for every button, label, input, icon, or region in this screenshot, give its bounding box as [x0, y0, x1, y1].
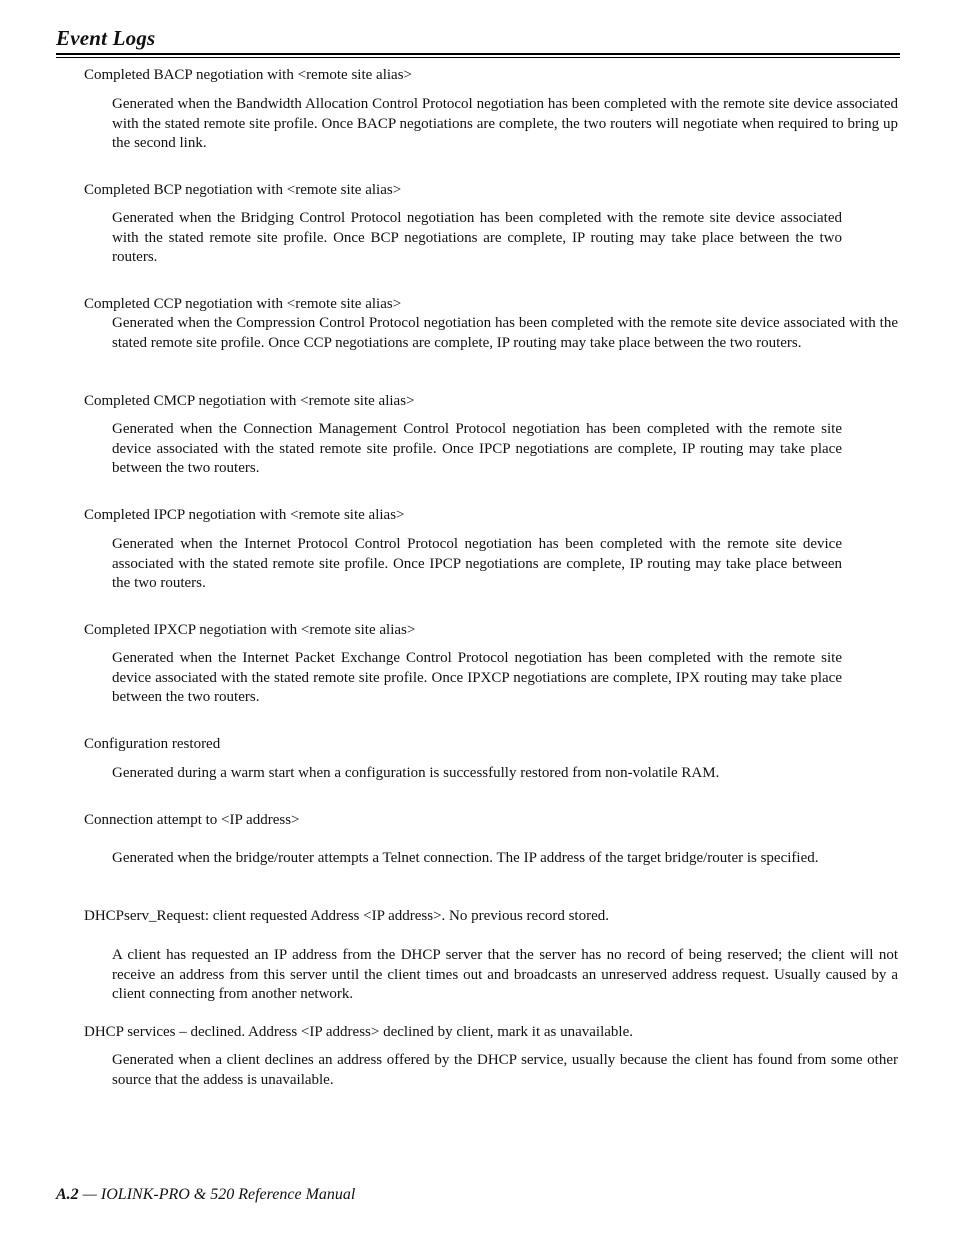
- page-title: Event Logs: [56, 26, 156, 50]
- event-description: A client has requested an IP address from the DHCP server that the server has no record of being reserved; the client will not receive an address from this server until the client times out and broadcasts an unreserved address request. Usually caused by a client connecting from another network.: [112, 947, 898, 1002]
- event-description: Generated when the Bridging Control Protocol negotiation has been completed with the remote site device associated with the stated remote site profile. Once BCP negotiations are complete, IP routing may take place between the two routers.: [112, 210, 842, 265]
- event-title: Connection attempt to <IP address>: [84, 812, 300, 828]
- event-description: Generated when the Compression Control Protocol negotiation has been completed with the remote site device associated with the stated remote site profile. Once CCP negotiations are complete, IP routing may take place between the two routers.: [112, 315, 898, 351]
- manual-title: IOLINK-PRO & 520 Reference Manual: [100, 1186, 356, 1203]
- event-title: Completed BACP negotiation with <remote site alias>: [84, 67, 412, 83]
- event-title: Completed CMCP negotiation with <remote site alias>: [84, 393, 415, 409]
- event-description: Generated when the Internet Protocol Control Protocol negotiation has been completed with the remote site device associated with the stated remote site profile. Once IPCP negotiations are complete, IP routing may take place between the two routers.: [112, 536, 842, 591]
- page-footer: [56, 1186, 355, 1204]
- footer-separator: —: [78, 1186, 101, 1203]
- event-description: Generated when the Internet Packet Exchange Control Protocol negotiation has been completed with the remote site device associated with the stated remote site profile. Once IPXCP negotiations are complete, IPX routing may take place between the two routers.: [112, 650, 842, 705]
- event-title: Completed IPXCP negotiation with <remote site alias>: [84, 622, 416, 638]
- event-description: Generated when a client declines an address offered by the DHCP service, usually because the client has found from some other source that the addess is unavailable.: [112, 1052, 898, 1088]
- header-rule-thin: [56, 57, 900, 58]
- event-title: DHCPserv_Request: client requested Address <IP address>. No previous record stored.: [84, 908, 610, 924]
- event-description: Generated when the bridge/router attempts a Telnet connection. The IP address of the target bridge/router is specified.: [112, 850, 819, 866]
- event-description: Generated when the Bandwidth Allocation Control Protocol negotiation has been completed with the remote site device associated with the stated remote site profile. Once BACP negotiations are complete, the two routers will negotiate when required to bring up the second link.: [112, 96, 898, 151]
- event-title: Completed CCP negotiation with <remote site alias>: [84, 296, 402, 312]
- event-title: Configuration restored: [84, 736, 221, 752]
- page-number: A.2: [56, 1186, 79, 1203]
- event-description: Generated during a warm start when a configuration is successfully restored from non-volatile RAM.: [112, 765, 720, 781]
- event-title: DHCP services – declined. Address <IP address> declined by client, mark it as unavailable.: [84, 1024, 634, 1040]
- header-rule-thick: [56, 53, 900, 55]
- event-title: Completed IPCP negotiation with <remote site alias>: [84, 507, 405, 523]
- event-title: Completed BCP negotiation with <remote site alias>: [84, 182, 402, 198]
- event-description: Generated when the Connection Management Control Protocol negotiation has been completed with the remote site device associated with the stated remote site profile. Once IPCP negotiations are complete, IP routing may take place between the two routers.: [112, 421, 842, 476]
